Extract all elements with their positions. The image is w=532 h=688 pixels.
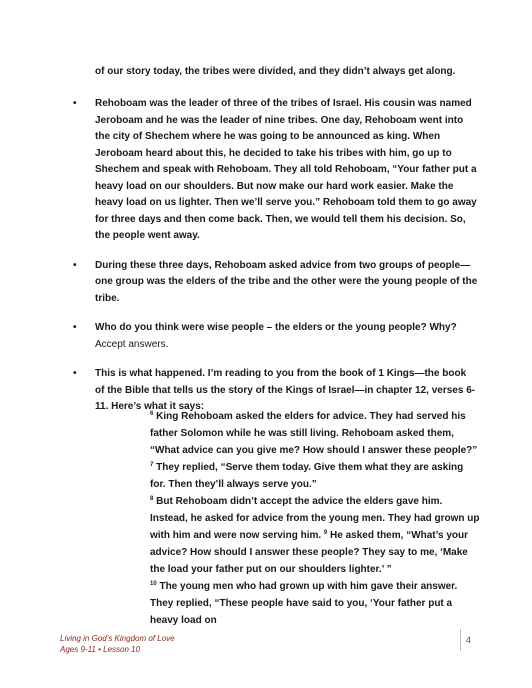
verse-number: 8 xyxy=(150,496,154,502)
verse-text: He asked them, “What’s your advice? How should I answer these people? They say to me, ‘Make the load your father put on our shoulders lighter.’ ” xyxy=(150,530,469,575)
bullet-text: This is what happened. I’m reading to you from the book of 1 Kings—the book of the Bible that tells us the story of the Kings of Israel—in chapter 12, verses 6-11. Here’s what it says: xyxy=(95,368,476,412)
bullet-list xyxy=(68,96,478,429)
page-number: 4 xyxy=(466,635,472,645)
verse-text: But Rehoboam didn’t accept the advice the elders gave him. Instead, he asked for advice from the young men. They had grown up with him and were now serving him. xyxy=(150,496,480,541)
verse-8-9 xyxy=(150,493,480,578)
bullet-marker: • xyxy=(73,259,77,271)
scripture-passage xyxy=(150,408,480,629)
footer-divider xyxy=(460,629,461,651)
bullet-marker: • xyxy=(73,368,77,379)
bullet-text: Rehoboam was the leader of three of the tribes of Israel. His cousin was named Jeroboam and he was the leader of nine tribes. One day, Rehoboam went into the city of Shechem where he was going to be announced as king. When Jeroboam heard about this, he decided to take his tribes with him, go up to Shechem and speak with Rehoboam. They all told Rehoboam, “Your father put a heavy load on our shoulders. But now make our hard work easier. Make the heavy load on us lighter. Then we’ll serve you.” Rehoboam told them to go away for three days and then come back. Then, we would tell them his decision. So, the people went away. xyxy=(95,98,477,241)
footer-lesson: Ages 9-11 • Lesson 10 xyxy=(60,645,141,654)
verse-10 xyxy=(150,578,480,629)
verse-text: The young men who had grown up with him gave their answer. They replied, “These people have said to you, ‘Your father put a heavy load on xyxy=(150,581,458,626)
verse-number: 10 xyxy=(150,581,157,587)
footer-series: Living in God’s Kingdom of Love xyxy=(60,634,175,643)
bullet-item xyxy=(68,96,478,245)
bullet-item xyxy=(68,258,478,308)
bullet-text: During these three days, Rehoboam asked advice from two groups of people—one group was the elders of the tribe and the other were the young people of the tribe. xyxy=(95,259,478,304)
verse-text: They replied, “Serve them today. Give them what they are asking for. Then they’ll always serve you.” xyxy=(150,462,464,490)
verse-7 xyxy=(150,459,480,493)
verse-6 xyxy=(150,408,480,459)
verse-text: King Rehoboam asked the elders for advice. They had served his father Solomon while he was still living. Rehoboam asked them, “What advice can you give me? How should I answer these people?” xyxy=(150,411,478,456)
bullet-marker: • xyxy=(73,98,77,109)
footer-title xyxy=(60,633,175,655)
bullet-note: Accept answers. xyxy=(95,338,169,350)
verse-number: 9 xyxy=(323,530,328,536)
bullet-item xyxy=(68,320,478,353)
bullet-text: Who do you think were wise people – the elders or the young people? Why? xyxy=(95,322,457,333)
lead-paragraph: of our story today, the tribes were divided, and they didn’t always get along. xyxy=(95,66,456,77)
bullet-marker: • xyxy=(73,322,77,333)
verse-number: 7 xyxy=(150,462,154,468)
verse-number: 6 xyxy=(150,411,154,417)
